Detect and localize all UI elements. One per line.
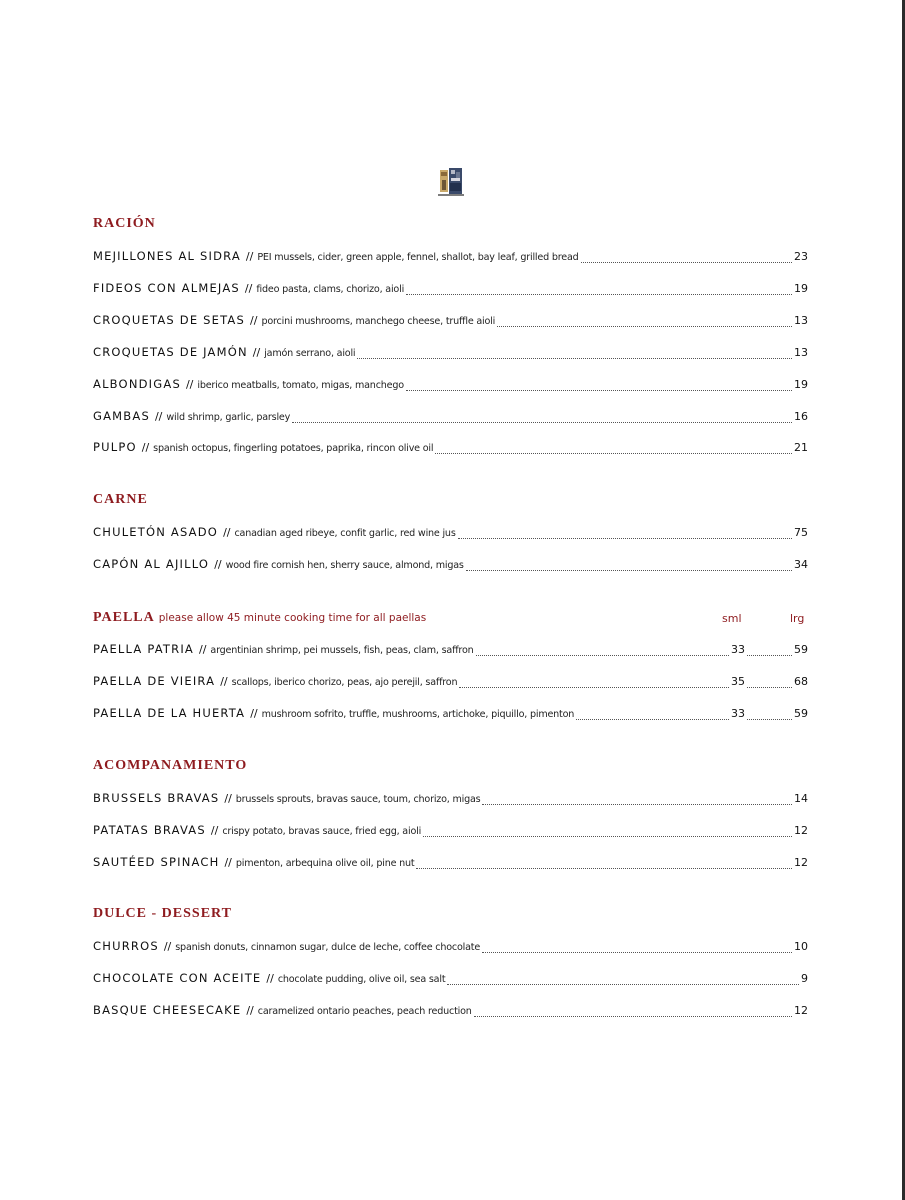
- item-description: spanish octopus, fingerling potatoes, paprika, rincon olive oil: [153, 443, 434, 454]
- item-name: PULPO: [93, 440, 137, 454]
- item-price: 13: [794, 314, 808, 327]
- item-description: spanish donuts, cinnamon sugar, dulce de leche, coffee chocolate: [175, 942, 481, 953]
- item-name: PAELLA DE LA HUERTA: [93, 706, 246, 720]
- item-separator: //: [252, 346, 261, 359]
- item-name: PAELLA PATRIA: [93, 642, 194, 656]
- menu-item-fideos: [93, 281, 808, 297]
- dot-leader: [435, 452, 792, 454]
- item-price: 19: [794, 282, 808, 295]
- item-price: 10: [794, 940, 808, 953]
- item-separator: //: [245, 250, 254, 263]
- item-description: wild shrimp, garlic, parsley: [166, 412, 291, 423]
- section-title-acompanamiento: ACOMPANAMIENTO: [93, 758, 248, 773]
- restaurant-crest-icon: [438, 166, 464, 198]
- item-name: CAPÓN AL AJILLO: [93, 557, 210, 571]
- menu-item-brussels-bravas: [93, 791, 808, 807]
- dot-leader: [581, 261, 792, 263]
- menu-item-patatas-bravas: [93, 823, 808, 839]
- item-separator: //: [244, 282, 253, 295]
- dot-leader: [447, 983, 799, 985]
- item-price: 21: [794, 441, 808, 454]
- dot-leader: [292, 421, 792, 423]
- dot-leader: [482, 951, 792, 953]
- menu-item-paella-patria: [93, 642, 808, 658]
- dot-leader: [406, 389, 792, 391]
- menu-item-pulpo: [93, 440, 808, 456]
- item-name: BASQUE CHEESECAKE: [93, 1003, 242, 1017]
- dot-leader: [423, 835, 792, 837]
- dot-leader: [482, 803, 792, 805]
- item-separator: //: [210, 824, 219, 837]
- menu-item-gambas: [93, 409, 808, 425]
- item-price: 13: [794, 346, 808, 359]
- item-description: mushroom sofrito, truffle, mushrooms, artichoke, piquillo, pimenton: [261, 709, 575, 720]
- section-title-dulce: DULCE - DESSERT: [93, 906, 232, 921]
- item-price: 9: [801, 972, 808, 985]
- item-name: CROQUETAS DE JAMÓN: [93, 345, 248, 359]
- item-separator: //: [266, 972, 274, 985]
- item-name: CHULETÓN ASADO: [93, 525, 219, 539]
- item-description: brussels sprouts, bravas sauce, toum, chorizo, migas: [235, 794, 481, 805]
- menu-item-chocolate-con-aceite: [93, 971, 808, 987]
- paella-title: PAELLA: [93, 610, 155, 625]
- item-price: 19: [794, 378, 808, 391]
- item-separator: //: [141, 441, 150, 454]
- dot-leader: [458, 537, 792, 539]
- menu-item-mejillones: [93, 249, 808, 265]
- item-description: porcini mushrooms, manchego cheese, truffle aioli: [261, 316, 496, 327]
- menu-item-croquetas-jamon: [93, 345, 808, 361]
- item-price-small: 33: [731, 643, 745, 656]
- item-separator: //: [220, 675, 228, 688]
- item-separator: //: [224, 792, 232, 805]
- item-price-large: 68: [794, 675, 808, 688]
- item-name: PAELLA DE VIEIRA: [93, 674, 216, 688]
- dot-leader: [466, 569, 792, 571]
- item-description: caramelized ontario peaches, peach reduction: [257, 1006, 472, 1017]
- item-separator: //: [224, 856, 232, 869]
- item-description: scallops, iberico chorizo, peas, ajo perejil, saffron: [231, 677, 458, 688]
- item-description: argentinian shrimp, pei mussels, fish, peas, clam, saffron: [210, 645, 474, 656]
- item-separator: //: [163, 940, 172, 953]
- item-separator: //: [198, 643, 207, 656]
- item-description: fideo pasta, clams, chorizo, aioli: [256, 284, 405, 295]
- item-separator: //: [250, 707, 258, 720]
- item-price: 14: [794, 792, 808, 805]
- item-description: crispy potato, bravas sauce, fried egg, aioli: [222, 826, 422, 837]
- item-name: CHOCOLATE CON ACEITE: [93, 971, 262, 985]
- item-price-large: 59: [794, 707, 808, 720]
- dot-leader: [459, 686, 729, 688]
- item-description: jamón serrano, aioli: [264, 348, 356, 359]
- menu-item-paella-huerta: [93, 706, 808, 722]
- item-name: BRUSSELS BRAVAS: [93, 791, 220, 805]
- item-description: iberico meatballs, tomato, migas, manchego: [197, 380, 404, 391]
- dot-leader: [576, 718, 729, 720]
- item-price-small: 35: [731, 675, 745, 688]
- dot-leader: [406, 293, 792, 295]
- item-description: chocolate pudding, olive oil, sea salt: [277, 974, 446, 985]
- section-title-paella: [93, 610, 426, 626]
- dot-leader: [476, 654, 729, 656]
- item-price: 12: [794, 1004, 808, 1017]
- item-name: MEJILLONES AL SIDRA: [93, 249, 241, 263]
- column-header-small: sml: [722, 612, 742, 625]
- dot-leader: [747, 654, 792, 656]
- menu-item-albondigas: [93, 377, 808, 393]
- menu-item-churros: [93, 939, 808, 955]
- section-title-racion: RACIÓN: [93, 216, 156, 231]
- menu-item-croquetas-setas: [93, 313, 808, 329]
- item-name: CHURROS: [93, 939, 159, 953]
- item-price: 23: [794, 250, 808, 263]
- item-name: GAMBAS: [93, 409, 150, 423]
- item-separator: //: [223, 526, 231, 539]
- item-price-small: 33: [731, 707, 745, 720]
- item-name: CROQUETAS DE SETAS: [93, 313, 246, 327]
- menu-item-capon: [93, 557, 808, 573]
- menu-item-sauteed-spinach: [93, 855, 808, 871]
- dot-leader: [747, 686, 792, 688]
- dot-leader: [416, 867, 792, 869]
- item-price: 34: [794, 558, 808, 571]
- menu-item-chuleton: [93, 525, 808, 541]
- paella-note: please allow 45 minute cooking time for all paellas: [158, 612, 427, 624]
- item-price: 16: [794, 410, 808, 423]
- item-separator: //: [185, 378, 194, 391]
- item-separator: //: [214, 558, 222, 571]
- item-description: canadian aged ribeye, confit garlic, red wine jus: [234, 528, 456, 539]
- item-separator: //: [246, 1004, 254, 1017]
- dot-leader: [474, 1015, 792, 1017]
- item-name: SAUTÉED SPINACH: [93, 855, 220, 869]
- menu-item-basque-cheesecake: [93, 1003, 808, 1019]
- item-description: PEI mussels, cider, green apple, fennel, shallot, bay leaf, grilled bread: [257, 252, 579, 263]
- item-name: FIDEOS CON ALMEJAS: [93, 281, 240, 295]
- item-separator: //: [154, 410, 163, 423]
- dot-leader: [497, 325, 792, 327]
- item-description: wood fire cornish hen, sherry sauce, almond, migas: [225, 560, 464, 571]
- dot-leader: [357, 357, 792, 359]
- item-price: 12: [794, 856, 808, 869]
- item-price: 12: [794, 824, 808, 837]
- column-header-large: lrg: [790, 612, 805, 625]
- item-description: pimenton, arbequina olive oil, pine nut: [235, 858, 415, 869]
- section-title-carne: CARNE: [93, 492, 148, 507]
- item-price: 75: [794, 526, 808, 539]
- item-name: PATATAS BRAVAS: [93, 823, 206, 837]
- item-separator: //: [250, 314, 258, 327]
- menu-item-paella-vieira: [93, 674, 808, 690]
- item-name: ALBONDIGAS: [93, 377, 181, 391]
- dot-leader: [747, 718, 792, 720]
- item-price-large: 59: [794, 643, 808, 656]
